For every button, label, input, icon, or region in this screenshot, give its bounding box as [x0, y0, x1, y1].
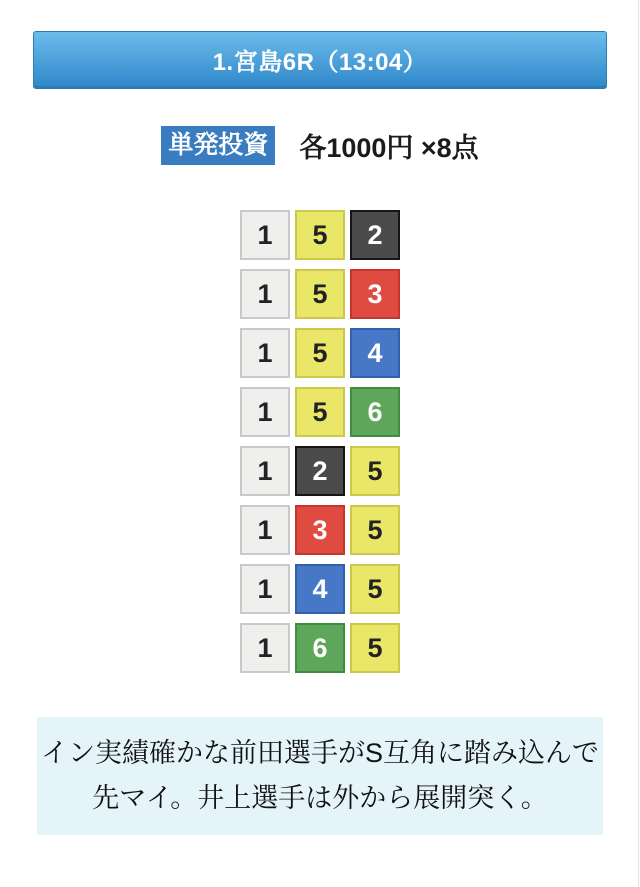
racer-number-cell: 4: [350, 328, 400, 378]
racer-number-cell: 1: [240, 446, 290, 496]
race-title: 1.宮島6R（13:04）: [212, 48, 428, 76]
racer-number-cell: 5: [350, 446, 400, 496]
racer-number-cell: 2: [350, 210, 400, 260]
racer-number-cell: 1: [240, 269, 290, 319]
racer-number-cell: 1: [240, 564, 290, 614]
race-comment-line-2: 先マイ。井上選手は外から展開突く。: [92, 783, 548, 813]
racer-number-cell: 1: [240, 328, 290, 378]
page-edge-divider: [638, 0, 639, 887]
racer-number-cell: 4: [295, 564, 345, 614]
invest-type-badge: 単発投資: [161, 126, 275, 165]
racer-number-cell: 2: [295, 446, 345, 496]
racer-number-cell: 5: [295, 328, 345, 378]
racer-number-cell: 5: [295, 269, 345, 319]
racer-number-cell: 5: [295, 387, 345, 437]
racer-number-cell: 5: [350, 623, 400, 673]
bet-grid: [0, 210, 640, 673]
racer-number-cell: 6: [295, 623, 345, 673]
racer-number-cell: 1: [240, 387, 290, 437]
bet-row: [240, 210, 400, 260]
invest-row: [0, 126, 640, 165]
racer-number-cell: 3: [350, 269, 400, 319]
invest-amount-text: 各1000円 ×8点: [299, 133, 479, 163]
bet-row: [240, 328, 400, 378]
racer-number-cell: 5: [295, 210, 345, 260]
race-comment-box: [37, 717, 603, 835]
bet-row: [240, 446, 400, 496]
racer-number-cell: 1: [240, 505, 290, 555]
racer-number-cell: 5: [350, 564, 400, 614]
bet-row: [240, 623, 400, 673]
racer-number-cell: 5: [350, 505, 400, 555]
racer-number-cell: 1: [240, 210, 290, 260]
race-header-button[interactable]: [33, 31, 607, 89]
bet-row: [240, 269, 400, 319]
racer-number-cell: 1: [240, 623, 290, 673]
race-comment-line-1: イン実績確かな前田選手がS互角に踏み込んで: [40, 738, 599, 768]
bet-row: [240, 564, 400, 614]
racer-number-cell: 3: [295, 505, 345, 555]
bet-row: [240, 505, 400, 555]
racer-number-cell: 6: [350, 387, 400, 437]
bet-row: [240, 387, 400, 437]
